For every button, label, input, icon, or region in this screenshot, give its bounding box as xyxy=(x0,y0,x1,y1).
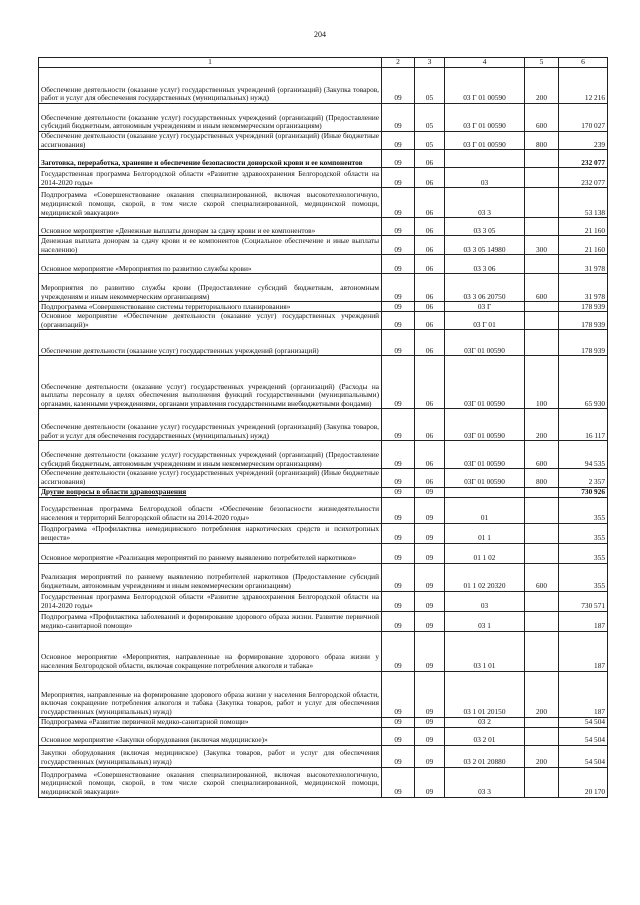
description-cell: Обеспечение деятельности (оказание услуг) государственных учреждений (организаций) (Расходы на выплаты персоналу в целях обеспечения выполнения функций государственными (муниципальными) органами, казенными учреждениями, органами управления государственными внебюджетными фондами) xyxy=(39,356,382,409)
target-article-cell: 03 3 06 xyxy=(445,255,525,274)
target-article-cell: 03 Г xyxy=(445,302,525,312)
expense-type-cell xyxy=(525,523,559,543)
target-article-cell: 03Г 01 00590 xyxy=(445,356,525,409)
description-cell: Подпрограмма «Совершенствование оказания специализированной, включая высокотехнологичную, медицинской помощи, скорой, в том числе скорой специализированной, медицинской помощи, медицинской эвакуации» xyxy=(39,188,382,218)
amount-cell: 355 xyxy=(559,497,608,523)
table-row xyxy=(39,631,608,671)
expense-type-cell: 600 xyxy=(525,274,559,302)
subsection-cell: 09 xyxy=(415,523,445,543)
table-row xyxy=(39,591,608,611)
section-cell: 09 xyxy=(382,330,415,356)
target-article-cell: 03 1 01 20150 xyxy=(445,671,525,717)
target-article-cell: 01 1 02 20320 xyxy=(445,563,525,591)
subsection-cell: 09 xyxy=(415,671,445,717)
amount-cell: 187 xyxy=(559,611,608,631)
section-cell: 09 xyxy=(382,487,415,497)
amount-cell: 53 138 xyxy=(559,188,608,218)
amount-cell: 54 504 xyxy=(559,727,608,745)
expense-type-cell: 200 xyxy=(525,745,559,767)
table-row xyxy=(39,543,608,563)
table-row xyxy=(39,274,608,302)
expense-type-cell xyxy=(525,591,559,611)
table-row xyxy=(39,523,608,543)
description-cell: Государственная программа Белгородской области «Развитие здравоохранения Белгородской области на 2014-2020 годы» xyxy=(39,591,382,611)
amount-cell: 178 939 xyxy=(559,302,608,312)
expense-type-cell xyxy=(525,218,559,236)
header-cell: 3 xyxy=(415,58,445,68)
subsection-cell: 06 xyxy=(415,168,445,188)
budget-table-body xyxy=(39,58,608,798)
target-article-cell: 03 Г 01 00590 xyxy=(445,104,525,132)
amount-cell: 239 xyxy=(559,132,608,150)
section-cell: 09 xyxy=(382,543,415,563)
subsection-cell: 09 xyxy=(415,631,445,671)
expense-type-cell: 200 xyxy=(525,409,559,441)
amount-cell: 21 160 xyxy=(559,236,608,255)
table-row xyxy=(39,497,608,523)
expense-type-cell xyxy=(525,302,559,312)
target-article-cell: 03 Г 01 xyxy=(445,312,525,330)
section-cell: 09 xyxy=(382,68,415,104)
description-cell: Другие вопросы в области здравоохранения xyxy=(39,487,382,497)
section-cell: 09 xyxy=(382,591,415,611)
description-cell: Основное мероприятие «Обеспечение деятельности (оказание услуг) государственных учреждений (организаций)» xyxy=(39,312,382,330)
target-article-cell: 03 2 xyxy=(445,717,525,727)
section-cell: 09 xyxy=(382,255,415,274)
subsection-cell: 06 xyxy=(415,330,445,356)
section-cell: 09 xyxy=(382,409,415,441)
subsection-cell: 09 xyxy=(415,727,445,745)
table-row xyxy=(39,611,608,631)
amount-cell: 54 504 xyxy=(559,745,608,767)
section-cell: 09 xyxy=(382,523,415,543)
description-cell: Обеспечение деятельности (оказание услуг) государственных учреждений (организаций) (Иные бюджетные ассигнования) xyxy=(39,132,382,150)
description-cell: Обеспечение деятельности (оказание услуг) государственных учреждений (организаций) (Закупка товаров, работ и услуг для обеспечения государственных (муниципальных) нужд) xyxy=(39,409,382,441)
target-article-cell: 03 1 01 xyxy=(445,631,525,671)
amount-cell: 170 027 xyxy=(559,104,608,132)
description-cell: Заготовка, переработка, хранение и обеспечение безопасности донорской крови и ее компонентов xyxy=(39,150,382,168)
amount-cell: 178 939 xyxy=(559,312,608,330)
subsection-cell: 06 xyxy=(415,441,445,469)
subsection-cell: 06 xyxy=(415,409,445,441)
expense-type-cell xyxy=(525,727,559,745)
expense-type-cell xyxy=(525,312,559,330)
expense-type-cell xyxy=(525,330,559,356)
description-cell: Основное мероприятие «Мероприятия по развитию службы крови» xyxy=(39,255,382,274)
amount-cell: 94 535 xyxy=(559,441,608,469)
expense-type-cell xyxy=(525,168,559,188)
amount-cell: 20 170 xyxy=(559,767,608,797)
amount-cell: 2 357 xyxy=(559,469,608,487)
target-article-cell xyxy=(445,487,525,497)
target-article-cell: 03 1 xyxy=(445,611,525,631)
section-cell: 09 xyxy=(382,745,415,767)
section-cell: 09 xyxy=(382,236,415,255)
description-cell: Подпрограмма «Совершенствование оказания специализированной, включая высокотехнологичную, медицинской помощи, скорой, в том числе скорой специализированной, медицинской помощи, медицинской эвакуации» xyxy=(39,767,382,797)
target-article-cell: 03Г 01 00590 xyxy=(445,409,525,441)
amount-cell: 730 571 xyxy=(559,591,608,611)
table-row xyxy=(39,469,608,487)
amount-cell: 355 xyxy=(559,543,608,563)
section-cell: 09 xyxy=(382,767,415,797)
description-cell: Государственная программа Белгородской области «Развитие здравоохранения Белгородской области на 2014-2020 годы» xyxy=(39,168,382,188)
description-cell: Закупки оборудования (включая медицинское) (Закупка товаров, работ и услуг для обеспечения государственных (муниципальных) нужд) xyxy=(39,745,382,767)
table-row xyxy=(39,255,608,274)
budget-table xyxy=(38,57,608,798)
table-row xyxy=(39,767,608,797)
table-row xyxy=(39,330,608,356)
expense-type-cell xyxy=(525,543,559,563)
table-row xyxy=(39,150,608,168)
section-cell: 09 xyxy=(382,274,415,302)
header-cell: 5 xyxy=(525,58,559,68)
expense-type-cell xyxy=(525,150,559,168)
subsection-cell: 06 xyxy=(415,469,445,487)
section-cell: 09 xyxy=(382,150,415,168)
description-cell: Государственная программа Белгородской области «Обеспечение безопасности жизнедеятельности населения и территорий Белгородской области на 2014-2020 годы» xyxy=(39,497,382,523)
description-cell: Мероприятия по развитию службы крови (Предоставление субсидий бюджетным, автономным учреждениям и иным некоммерческим организациям) xyxy=(39,274,382,302)
table-row xyxy=(39,302,608,312)
section-cell: 09 xyxy=(382,188,415,218)
description-cell: Подпрограмма «Профилактика заболеваний и формирование здорового образа жизни. Развитие первичной медико-санитарной помощи» xyxy=(39,611,382,631)
target-article-cell: 03 3 05 14980 xyxy=(445,236,525,255)
amount-cell: 12 216 xyxy=(559,68,608,104)
target-article-cell: 03 2 01 xyxy=(445,727,525,745)
amount-cell: 730 926 xyxy=(559,487,608,497)
target-article-cell: 03 xyxy=(445,168,525,188)
description-cell: Обеспечение деятельности (оказание услуг) государственных учреждений (организаций) (Закупка товаров, работ и услуг для обеспечения государственных (муниципальных) нужд) xyxy=(39,68,382,104)
description-cell: Подпрограмма «Развитие первичной медико-санитарной помощи» xyxy=(39,717,382,727)
expense-type-cell: 200 xyxy=(525,68,559,104)
amount-cell: 232 077 xyxy=(559,168,608,188)
target-article-cell: 03 3 06 20750 xyxy=(445,274,525,302)
subsection-cell: 09 xyxy=(415,611,445,631)
target-article-cell xyxy=(445,150,525,168)
target-article-cell: 03 3 xyxy=(445,767,525,797)
table-row xyxy=(39,104,608,132)
target-article-cell: 03 Г 01 00590 xyxy=(445,68,525,104)
section-cell: 09 xyxy=(382,302,415,312)
expense-type-cell xyxy=(525,255,559,274)
table-row xyxy=(39,441,608,469)
subsection-cell: 09 xyxy=(415,767,445,797)
table-row xyxy=(39,727,608,745)
description-cell: Подпрограмма «Профилактика немедицинского потребления наркотических средств и психотропных веществ» xyxy=(39,523,382,543)
subsection-cell: 09 xyxy=(415,717,445,727)
subsection-cell: 06 xyxy=(415,255,445,274)
subsection-cell: 06 xyxy=(415,356,445,409)
section-cell: 09 xyxy=(382,717,415,727)
budget-table-container xyxy=(38,57,607,798)
subsection-cell: 09 xyxy=(415,543,445,563)
description-cell: Основное мероприятие «Реализация мероприятий по раннему выявлению потребителей наркотиков» xyxy=(39,543,382,563)
target-article-cell: 01 1 xyxy=(445,523,525,543)
table-row xyxy=(39,487,608,497)
description-cell: Основное мероприятие «Денежные выплаты донорам за сдачу крови и ее компонентов» xyxy=(39,218,382,236)
amount-cell: 16 117 xyxy=(559,409,608,441)
expense-type-cell: 200 xyxy=(525,671,559,717)
amount-cell: 21 160 xyxy=(559,218,608,236)
table-row xyxy=(39,236,608,255)
subsection-cell: 06 xyxy=(415,188,445,218)
subsection-cell: 09 xyxy=(415,497,445,523)
subsection-cell: 06 xyxy=(415,302,445,312)
section-cell: 09 xyxy=(382,611,415,631)
target-article-cell: 03 xyxy=(445,591,525,611)
section-cell: 09 xyxy=(382,132,415,150)
amount-cell: 187 xyxy=(559,631,608,671)
table-row xyxy=(39,68,608,104)
subsection-cell: 06 xyxy=(415,236,445,255)
header-cell: 2 xyxy=(382,58,415,68)
description-cell: Мероприятия, направленные на формирование здорового образа жизни у населения Белгородской области, включая сокращение потребления алкоголя и табака (Закупка товаров, работ и услуг для обеспечения государственных (муниципальных) нужд) xyxy=(39,671,382,717)
description-cell: Основное мероприятие «Закупки оборудования (включая медицинское)» xyxy=(39,727,382,745)
description-cell: Основное мероприятие «Мероприятия, направленные на формирование здорового образа жизни у населения Белгородской области, включая сокращение потребления алкоголя и табака» xyxy=(39,631,382,671)
section-cell: 09 xyxy=(382,497,415,523)
amount-cell: 54 504 xyxy=(559,717,608,727)
target-article-cell: 03 3 xyxy=(445,188,525,218)
section-cell: 09 xyxy=(382,356,415,409)
section-cell: 09 xyxy=(382,563,415,591)
amount-cell: 31 978 xyxy=(559,274,608,302)
expense-type-cell xyxy=(525,767,559,797)
subsection-cell: 09 xyxy=(415,745,445,767)
description-cell: Подпрограмма «Совершенствование системы территориального планирования» xyxy=(39,302,382,312)
subsection-cell: 09 xyxy=(415,563,445,591)
amount-cell: 355 xyxy=(559,563,608,591)
section-cell: 09 xyxy=(382,631,415,671)
target-article-cell: 03Г 01 00590 xyxy=(445,330,525,356)
expense-type-cell: 800 xyxy=(525,469,559,487)
table-row xyxy=(39,312,608,330)
description-cell: Денежная выплата донорам за сдачу крови и ее компонентов (Социальное обеспечение и иные выплаты населению) xyxy=(39,236,382,255)
target-article-cell: 03 2 01 20880 xyxy=(445,745,525,767)
expense-type-cell xyxy=(525,188,559,218)
amount-cell: 187 xyxy=(559,671,608,717)
subsection-cell: 09 xyxy=(415,487,445,497)
section-cell: 09 xyxy=(382,469,415,487)
target-article-cell: 03 3 05 xyxy=(445,218,525,236)
table-row xyxy=(39,717,608,727)
table-row xyxy=(39,218,608,236)
subsection-cell: 05 xyxy=(415,68,445,104)
expense-type-cell xyxy=(525,717,559,727)
amount-cell: 31 978 xyxy=(559,255,608,274)
header-cell: 1 xyxy=(39,58,382,68)
amount-cell: 232 077 xyxy=(559,150,608,168)
subsection-cell: 06 xyxy=(415,218,445,236)
expense-type-cell: 100 xyxy=(525,356,559,409)
description-cell: Обеспечение деятельности (оказание услуг) государственных учреждений (организаций) (Предоставление субсидий бюджетным, автономным учреждениям и иным некоммерческим организациям) xyxy=(39,441,382,469)
expense-type-cell xyxy=(525,611,559,631)
subsection-cell: 05 xyxy=(415,132,445,150)
expense-type-cell xyxy=(525,487,559,497)
target-article-cell: 01 xyxy=(445,497,525,523)
table-row xyxy=(39,563,608,591)
header-cell: 6 xyxy=(559,58,608,68)
subsection-cell: 06 xyxy=(415,150,445,168)
header-cell: 4 xyxy=(445,58,525,68)
table-row xyxy=(39,745,608,767)
target-article-cell: 03Г 01 00590 xyxy=(445,441,525,469)
expense-type-cell: 800 xyxy=(525,132,559,150)
subsection-cell: 05 xyxy=(415,104,445,132)
target-article-cell: 03Г 01 00590 xyxy=(445,469,525,487)
expense-type-cell: 600 xyxy=(525,563,559,591)
table-row xyxy=(39,132,608,150)
table-row xyxy=(39,188,608,218)
description-cell: Обеспечение деятельности (оказание услуг) государственных учреждений (организаций) xyxy=(39,330,382,356)
table-row xyxy=(39,409,608,441)
page-number: 204 xyxy=(314,30,326,39)
table-row xyxy=(39,168,608,188)
description-cell: Реализация мероприятий по раннему выявлению потребителей наркотиков (Предоставление субсидий бюджетным, автономным учреждениям и иным некоммерческим организациям) xyxy=(39,563,382,591)
header-row xyxy=(39,58,608,68)
subsection-cell: 06 xyxy=(415,274,445,302)
subsection-cell: 06 xyxy=(415,312,445,330)
description-cell: Обеспечение деятельности (оказание услуг) государственных учреждений (организаций) (Иные бюджетные ассигнования) xyxy=(39,469,382,487)
section-cell: 09 xyxy=(382,671,415,717)
section-cell: 09 xyxy=(382,168,415,188)
expense-type-cell: 300 xyxy=(525,236,559,255)
target-article-cell: 03 Г 01 00590 xyxy=(445,132,525,150)
section-cell: 09 xyxy=(382,312,415,330)
subsection-cell: 09 xyxy=(415,591,445,611)
section-cell: 09 xyxy=(382,104,415,132)
section-cell: 09 xyxy=(382,727,415,745)
expense-type-cell: 600 xyxy=(525,441,559,469)
table-row xyxy=(39,356,608,409)
target-article-cell: 01 1 02 xyxy=(445,543,525,563)
amount-cell: 355 xyxy=(559,523,608,543)
section-cell: 09 xyxy=(382,218,415,236)
amount-cell: 65 930 xyxy=(559,356,608,409)
expense-type-cell xyxy=(525,497,559,523)
description-cell: Обеспечение деятельности (оказание услуг) государственных учреждений (организаций) (Предоставление субсидий бюджетным, автономным учреждениям и иным некоммерческим организациям) xyxy=(39,104,382,132)
amount-cell: 178 939 xyxy=(559,330,608,356)
table-row xyxy=(39,671,608,717)
expense-type-cell: 600 xyxy=(525,104,559,132)
section-cell: 09 xyxy=(382,441,415,469)
expense-type-cell xyxy=(525,631,559,671)
